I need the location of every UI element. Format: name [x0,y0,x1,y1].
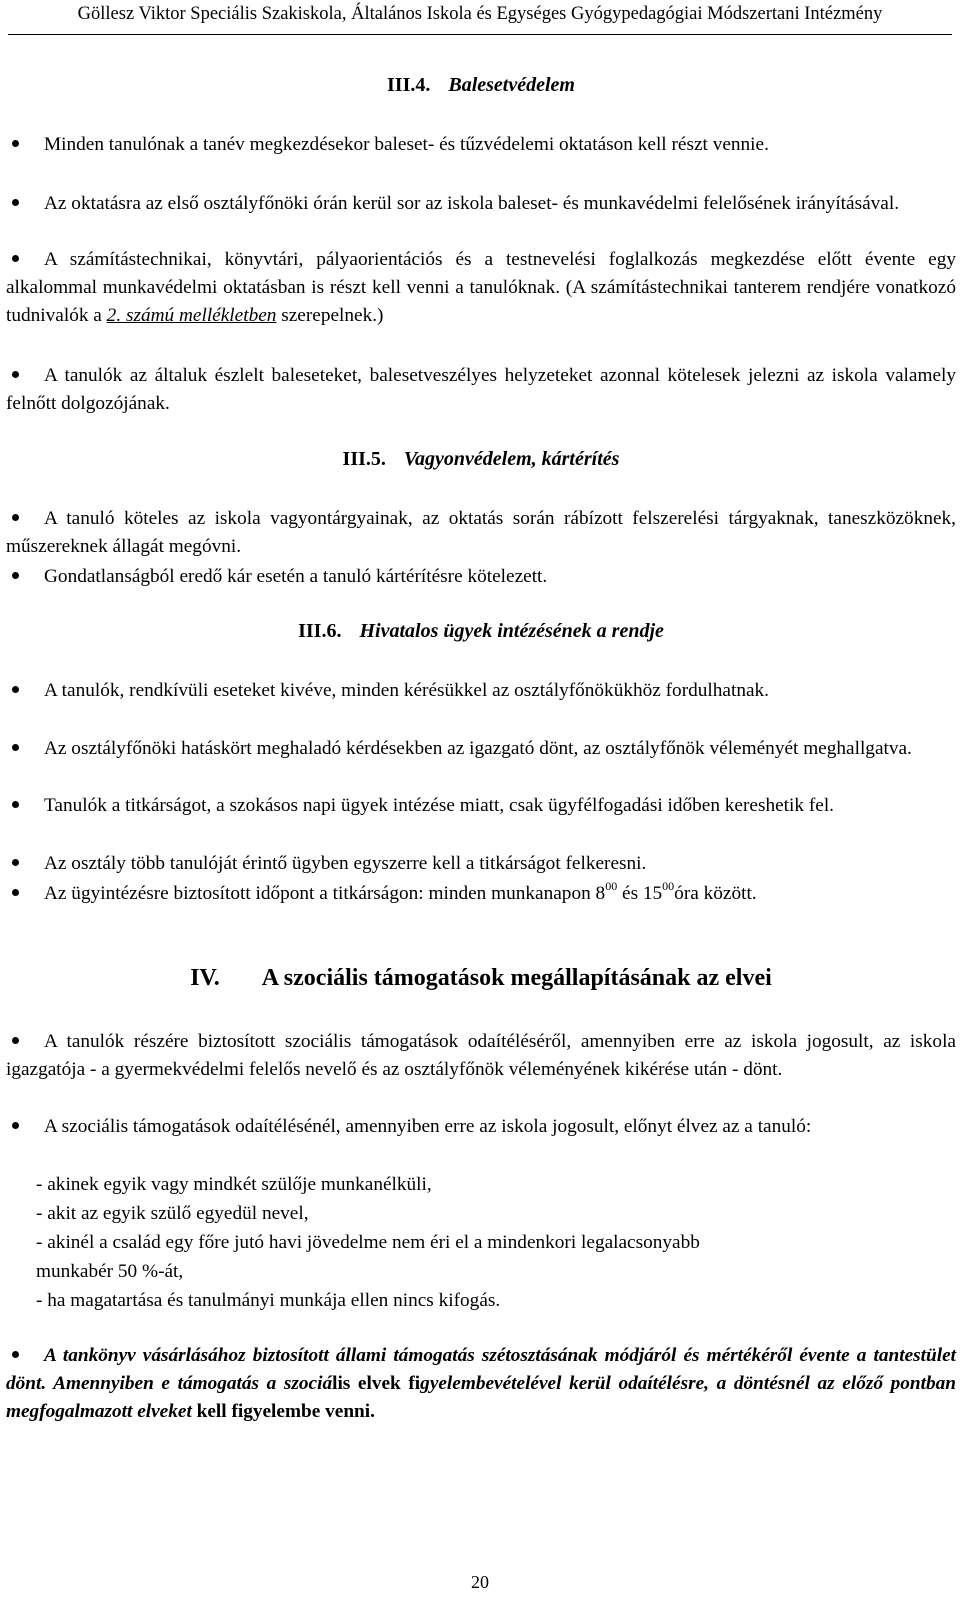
page-header: Göllesz Viktor Speciális Szakiskola, Általános Iskola és Egységes Gyógypedagógiai Módszertani Intézmény [77,4,883,24]
list-item-text: és 15 [617,883,663,904]
section-heading-vagyonvedelem [6,448,956,471]
list-item-text: Az osztály több tanulóját érintő ügyben egyszerre kell a titkárságot felkeresni. [44,853,647,874]
list-item [6,246,956,330]
list-item-text: A szociális támogatások odaítélésénél, amennyiben erre az iskola jogosult, előnyt élvez az a tanuló: [44,1116,812,1137]
list-item-text: óra között. [674,883,757,904]
bullet-icon [6,1113,44,1141]
section-heading-balesetvedelem [6,74,956,97]
list-item-text: Minden tanulónak a tanév megkezdésekor baleset- és tűzvédelemi oktatáson kell részt vennie. [44,134,769,155]
section-heading-hivatalos-ugyek [6,620,956,643]
list-item [6,792,956,820]
list-item-text: A tanulók, rendkívüli eseteket kivéve, minden kérésükkel az osztályfőnökükhöz fordulhatnak. [44,680,769,701]
time-superscript: 00 [605,879,618,893]
bullet-icon [6,792,44,820]
list-item [6,1113,956,1141]
bullet-icon [6,190,44,218]
section-number: III.6. [298,620,342,642]
bullet-icon [6,1342,44,1370]
eligibility-sub-list [36,1170,946,1315]
list-item-text: Az oktatásra az első osztályfőnöki órán kerül sor az iskola baleset- és munkavédelmi felelősének irányításával. [44,193,900,214]
bullet-icon [6,505,44,533]
list-item-text: A tankönyv vásárlásához biztosított állami támogatás szétosztásának módjáról és mértékéről évente a tantestület dönt. Amennyiben e támogatás a szociá [6,1345,956,1394]
header-divider [8,34,952,35]
list-item-text: A tanulók részére biztosított szociális támogatások odaítéléséről, amennyiben erre az iskola jogosult, az iskola igazgatója - a gyermekvédelmi felelős nevelő és az osztályfőnök véleményének kikérése után - dönt. [6,1031,956,1080]
chapter-title: A szociális támogatások megállapításának az elvei [261,965,772,991]
bullet-icon [6,850,44,878]
list-item [6,880,956,908]
chapter-heading-szocialis-tamogatasok [6,965,956,992]
section-number: III.5. [342,448,386,470]
list-item [6,677,956,705]
list-item-text: A tanulók az általuk észlelt baleseteket, balesetveszélyes helyzeteket azonnal kötelesek jelezni az iskola valamely felnőtt dolgozójának. [6,365,956,414]
list-item-text: Az osztályfőnöki hatáskört meghaladó kérdésekben az igazgató dönt, az osztályfőnök véleményét meghallgatva. [44,738,912,759]
sub-list-item: - ha magatartása és tanulmányi munkája ellen nincs kifogás. [36,1290,501,1311]
bullet-icon [6,131,44,159]
list-item-text: szerepelnek.) [276,305,384,326]
list-item-text: Tanulók a titkárságot, a szokásos napi ügyek intézése miatt, csak ügyfélfogadási időben kereshetik fel. [44,795,835,816]
section-title: Hivatalos ügyek intézésének a rendje [359,620,664,642]
chapter-number: IV. [190,965,220,991]
list-item [6,362,956,418]
list-item [6,190,956,218]
sub-list-item: - akinél a család egy főre jutó havi jövedelme nem éri el a mindenkori legalacsonyabb [36,1232,700,1253]
sub-list-item: - akit az egyik szülő egyedül nevel, [36,1203,309,1224]
section-title: Balesetvédelem [448,74,575,96]
list-item-text: kell figyelembe venni. [196,1401,375,1422]
list-item [6,735,956,763]
bullet-icon [6,362,44,390]
list-item [6,563,956,591]
sub-list-item: - akinek egyik vagy mindkét szülője munkanélküli, [36,1174,432,1195]
list-item-text: gyelembevételével kerül odaítélésre, a döntésnél az előző pontban megfogalmazott elveket [6,1373,956,1422]
list-item [6,850,956,878]
list-item-text: Gondatlanságból eredő kár esetén a tanuló kártérítésre kötelezett. [44,566,548,587]
page-number: 20 [471,1572,489,1592]
list-item-text: lis elvek fi [332,1373,421,1394]
section-title: Vagyonvédelem, kártérítés [403,448,620,470]
list-item-text: A tanuló köteles az iskola vagyontárgyainak, az oktatás során rábízott felszerelési tárgyaknak, taneszközöknek, műszereknek állagát megóvni. [6,508,956,557]
bullet-icon [6,880,44,908]
list-item [6,1342,956,1426]
bullet-icon [6,246,44,274]
list-item-text: Az ügyintézésre biztosított időpont a titkárságon: minden munkanapon 8 [44,883,606,904]
list-item-text: A számítástechnikai, könyvtári, pályaorientációs és a testnevelési foglalkozás megkezdése előtt évente egy alkalommal munkavédelmi oktatásban is részt kell venni a tanulóknak. (A számítástechnikai tanterem rendjére vonatkozó tudnivalók a [6,249,956,326]
bullet-icon [6,1028,44,1056]
appendix-link[interactable]: 2. számú mellékletben [106,305,277,326]
bullet-icon [6,735,44,763]
bullet-icon [6,563,44,591]
list-item [6,1028,956,1084]
list-item [6,131,956,159]
sub-list-item-continuation: munkabér 50 %-át, [36,1261,184,1282]
section-number: III.4. [387,74,431,96]
list-item [6,505,956,561]
time-superscript: 00 [662,879,675,893]
bullet-icon [6,677,44,705]
